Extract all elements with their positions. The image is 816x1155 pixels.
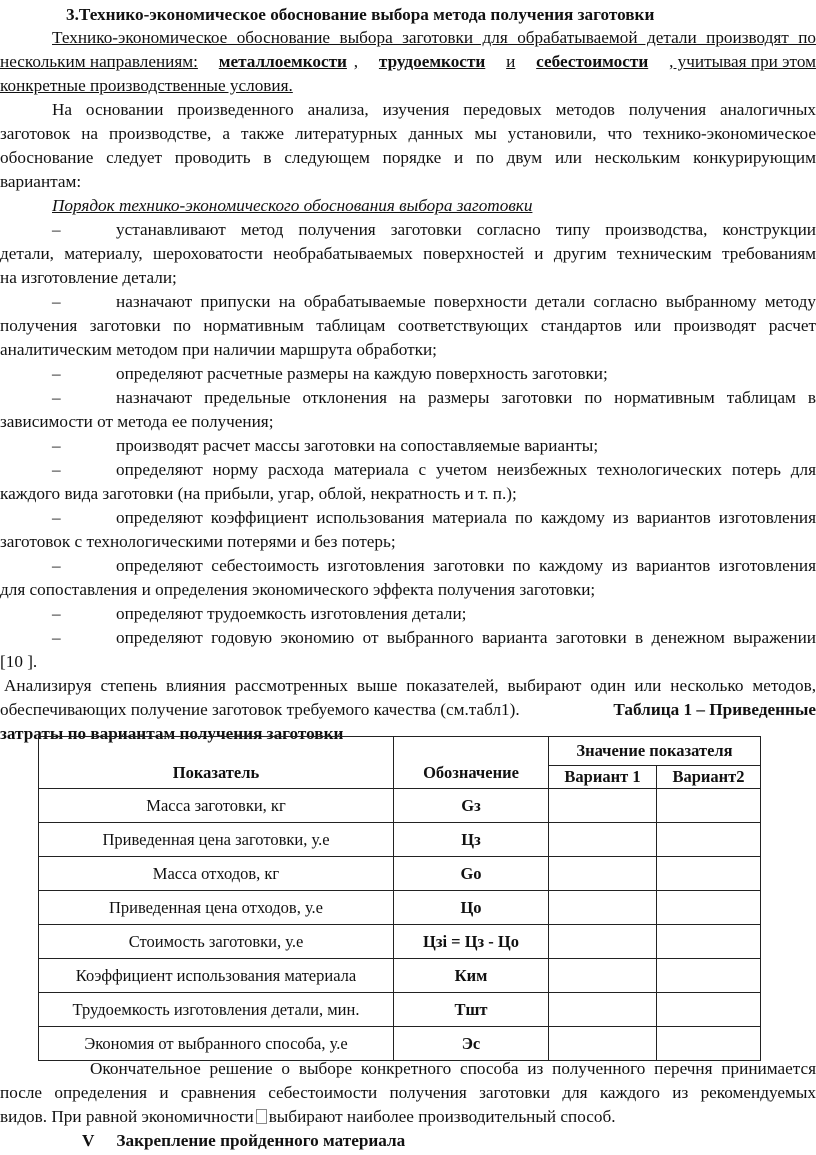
row-variant-2 — [657, 891, 761, 925]
step-text: определяют коэффициент использования материала по каждому из вариантов изготовления — [116, 508, 816, 527]
keyword-cost: себестоимости — [536, 52, 649, 71]
header-variant-1: Вариант 1 — [549, 766, 657, 789]
final-line-3 — [0, 1105, 616, 1129]
keyword-metal: металлоемкости — [218, 52, 347, 71]
row-variant-1 — [549, 789, 657, 823]
row-symbol: Цо — [394, 891, 549, 925]
summary-text: обеспечивающих получение заготовок требуемого качества (см.табл1). — [0, 700, 520, 719]
dash-marker: – — [52, 508, 61, 527]
step-text: назначают предельные отклонения на размеры заготовки по нормативным таблицам в — [116, 388, 816, 407]
header-variant-2: Вариант2 — [657, 766, 761, 789]
step-text: производят расчет массы заготовки на сопоставляемые варианты; — [116, 436, 599, 455]
step-2-line-3: аналитическим методом при наличии маршрута обработки; — [0, 340, 437, 359]
analysis-line-4: вариантам: — [0, 172, 82, 191]
table-caption-start: Таблица 1 – Приведенные — [613, 700, 816, 719]
final-text-b: выбирают наиболее производительный способ. — [268, 1107, 616, 1126]
row-variant-2 — [657, 993, 761, 1027]
dash-marker: – — [52, 364, 61, 383]
step-1-line-2: детали, материалу, шероховатости необрабатываемых поверхностей и другим техническим требованиям — [0, 244, 816, 263]
row-indicator: Стоимость заготовки, у.е — [39, 925, 394, 959]
step-text: определяют годовую экономию от выбранного варианта заготовки в денежном выражении — [116, 628, 816, 647]
row-indicator: Приведенная цена отходов, у.е — [39, 891, 394, 925]
reference-citation: [10 ]. — [0, 652, 38, 671]
final-line-2: после определения и сравнения себестоимости получения заготовки для каждого из рекомендуемых — [0, 1083, 816, 1102]
row-variant-2 — [657, 1027, 761, 1061]
step-7-line-2: заготовок с технологическими потерями и без потерь; — [0, 532, 396, 551]
header-symbol: Обозначение — [394, 737, 549, 789]
row-variant-2 — [657, 789, 761, 823]
row-symbol: Цз — [394, 823, 549, 857]
dash-marker: – — [52, 388, 61, 407]
intro-line-2 — [0, 50, 816, 74]
step-4-line-2: зависимости от метода ее получения; — [0, 412, 274, 431]
step-6-line-2: каждого вида заготовки (на прибыли, угар, облой, некратность и т. п.); — [0, 484, 517, 503]
table-row — [39, 925, 761, 959]
step-text: определяют расчетные размеры на каждую поверхность заготовки; — [116, 364, 608, 383]
table-row — [39, 993, 761, 1027]
cost-table — [38, 736, 761, 1061]
dash-marker: – — [52, 436, 61, 455]
table-row — [39, 823, 761, 857]
table-row — [39, 891, 761, 925]
row-variant-2 — [657, 857, 761, 891]
row-indicator: Масса заготовки, кг — [39, 789, 394, 823]
row-symbol: Gо — [394, 857, 549, 891]
section-number: V — [82, 1131, 95, 1150]
step-text: назначают припуски на обрабатываемые поверхности детали согласно выбранному методу — [116, 292, 816, 311]
row-indicator: Масса отходов, кг — [39, 857, 394, 891]
dash-marker: – — [52, 556, 61, 575]
row-variant-1 — [549, 959, 657, 993]
row-variant-1 — [549, 857, 657, 891]
row-symbol: Ким — [394, 959, 549, 993]
step-text: определяют себестоимость изготовления заготовки по каждому из вариантов изготовления — [116, 556, 816, 575]
summary-line-1: Анализируя степень влияния рассмотренных выше показателей, выбирают один или несколько методов, — [4, 676, 816, 695]
row-symbol: Gз — [394, 789, 549, 823]
table-header-row — [39, 737, 761, 766]
table-row — [39, 789, 761, 823]
row-variant-1 — [549, 993, 657, 1027]
dash-marker: – — [52, 604, 61, 623]
section-heading: 3.Технико-экономическое обоснование выбора метода получения заготовки — [66, 5, 655, 24]
analysis-line-2: заготовок на производстве, а также литературных данных мы установили, что технико-экономическое — [0, 124, 816, 143]
missing-glyph-icon — [256, 1109, 267, 1124]
row-indicator: Коэффициент использования материала — [39, 959, 394, 993]
dash-marker: – — [52, 460, 61, 479]
header-indicator: Показатель — [39, 737, 394, 789]
table-row — [39, 1027, 761, 1061]
keyword-labor: трудоемкости — [378, 52, 486, 71]
header-value: Значение показателя — [549, 737, 761, 766]
step-text: устанавливают метод получения заготовки согласно типу производства, конструкции — [116, 220, 816, 239]
order-title: Порядок технико-экономического обоснования выбора заготовки — [52, 196, 533, 215]
analysis-line-1: На основании произведенного анализа, изучения передовых методов получения аналогичных — [52, 100, 816, 119]
row-variant-2 — [657, 925, 761, 959]
step-1-line-3: на изготовление детали; — [0, 268, 177, 287]
row-variant-1 — [549, 1027, 657, 1061]
row-variant-2 — [657, 959, 761, 993]
section-title: Закрепление пройденного материала — [116, 1131, 406, 1150]
row-symbol: Тшт — [394, 993, 549, 1027]
analysis-line-3: обоснование следует проводить в следующем порядке и по двум или нескольким конкурирующим — [0, 148, 816, 167]
final-text-a: видов. При равной экономичности — [0, 1107, 254, 1126]
final-line-1: Окончательное решение о выборе конкретного способа из полученного перечня принимается — [90, 1059, 816, 1078]
dash-marker: – — [52, 292, 61, 311]
dash-marker: – — [52, 220, 61, 239]
dash-marker: – — [52, 628, 61, 647]
table-row — [39, 857, 761, 891]
summary-line-2 — [0, 698, 816, 722]
intro-tail: , учитывая при этом — [669, 52, 816, 71]
table-caption-end: затраты по вариантам получения заготовки — [0, 724, 344, 743]
step-8-line-2: для сопоставления и определения экономического эффекта получения заготовки; — [0, 580, 596, 599]
intro-line-1: Технико-экономическое обоснование выбора заготовки для обрабатываемой детали производят по — [52, 28, 816, 47]
row-variant-2 — [657, 823, 761, 857]
intro-and: и — [506, 52, 516, 71]
intro-comma: , — [353, 52, 359, 71]
step-2-line-2: получения заготовки по нормативным таблицам соответствующих стандартов или производят расчет — [0, 316, 816, 335]
row-variant-1 — [549, 891, 657, 925]
row-symbol: Эс — [394, 1027, 549, 1061]
row-indicator: Приведенная цена заготовки, у.е — [39, 823, 394, 857]
step-text: определяют норму расхода материала с учетом неизбежных технологических потерь для — [116, 460, 816, 479]
intro-line-3: конкретные производственные условия. — [0, 76, 293, 95]
row-indicator: Трудоемкость изготовления детали, мин. — [39, 993, 394, 1027]
row-variant-1 — [549, 925, 657, 959]
intro-text: нескольким направлениям: — [0, 52, 198, 71]
row-variant-1 — [549, 823, 657, 857]
table-row — [39, 959, 761, 993]
section-v-heading — [82, 1129, 405, 1153]
step-text: определяют трудоемкость изготовления детали; — [116, 604, 467, 623]
row-symbol: Цзi = Цз - Цо — [394, 925, 549, 959]
row-indicator: Экономия от выбранного способа, у.е — [39, 1027, 394, 1061]
